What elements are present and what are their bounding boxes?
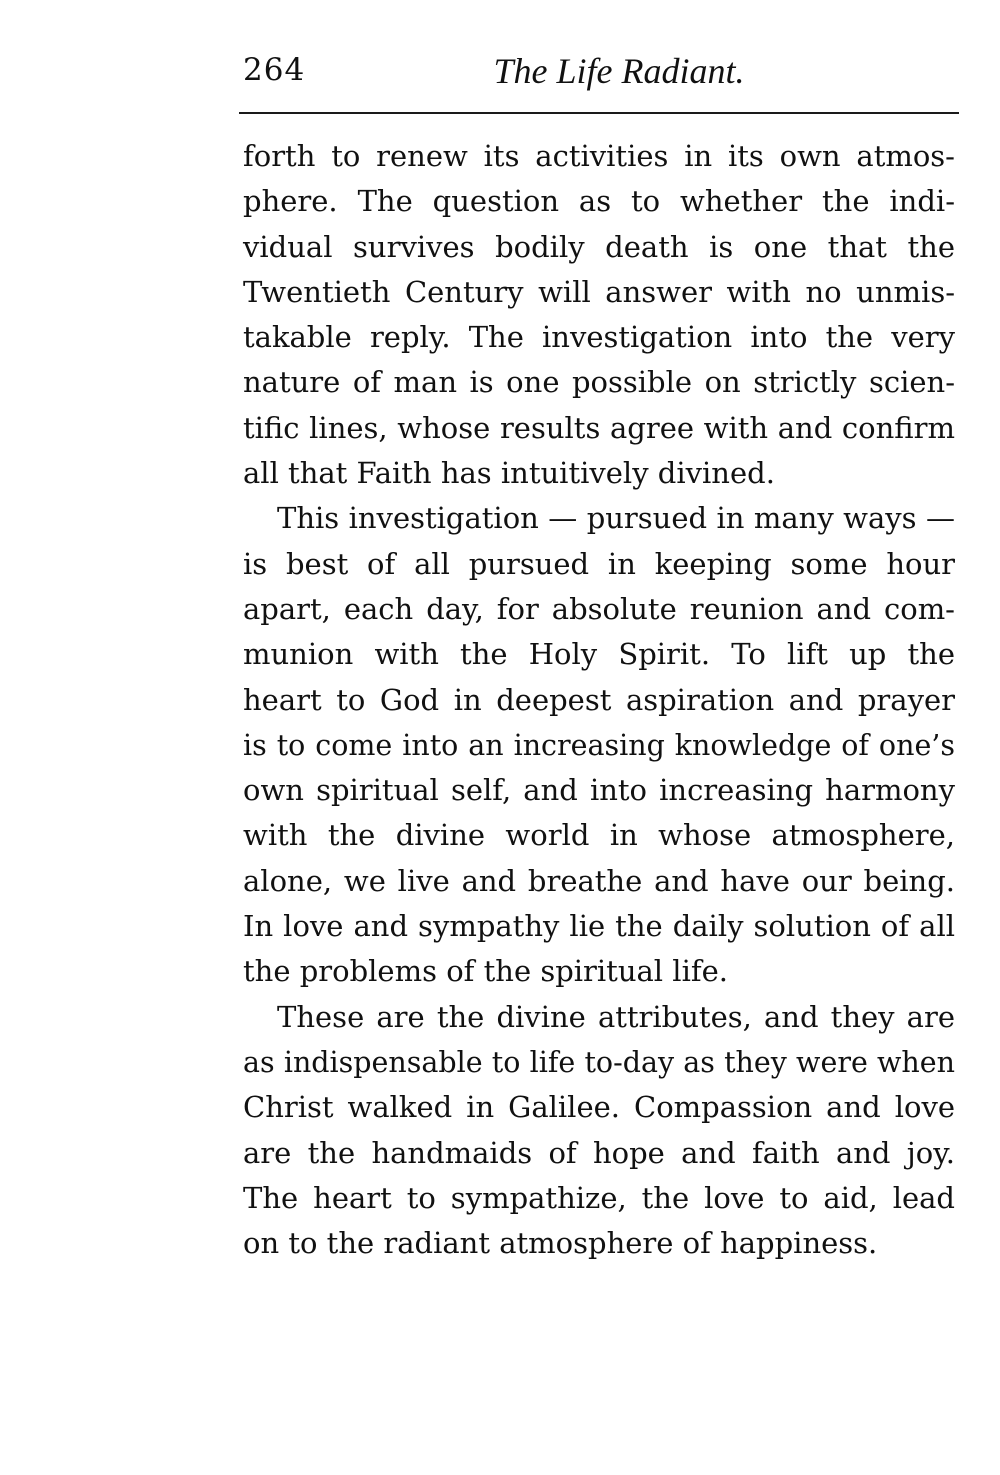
text-line: is best of all pursued in keeping some hour (243, 546, 955, 581)
page-header (243, 40, 955, 112)
paragraph-2 (243, 496, 955, 994)
text-line: own spiritual self, and into increasing harmony (243, 773, 955, 808)
text-line: munion with the Holy Spirit. To lift up the (243, 637, 955, 672)
text-line: These are the divine attributes, and they are (277, 999, 955, 1034)
text-line: In love and sympathy lie the daily solution of all (243, 909, 955, 944)
text-line: nature of man is one possible on strictly scien- (243, 365, 955, 400)
text-line: with the divine world in whose atmosphere, (243, 818, 955, 853)
text-line: takable reply. The investigation into the very (243, 320, 955, 355)
text-line: forth to renew its activities in its own atmos- (243, 139, 955, 173)
body-text (243, 134, 955, 1266)
page-number: 264 (243, 52, 306, 88)
text-line: Christ walked in Galilee. Compassion and love (243, 1090, 955, 1125)
paragraph-1 (243, 134, 955, 496)
text-line: phere. The question as to whether the indi- (243, 184, 955, 219)
text-line: are the handmaids of hope and faith and joy. (243, 1135, 955, 1170)
text-line: the problems of the spiritual life. (243, 954, 728, 989)
book-page (243, 40, 955, 1266)
text-line: The heart to sympathize, the love to aid, lead (243, 1180, 955, 1215)
paragraph-3 (243, 995, 955, 1267)
text-line: all that Faith has intuitively divined. (243, 456, 775, 491)
header-rule (239, 112, 959, 114)
text-line: alone, we live and breathe and have our being. (243, 863, 955, 898)
text-line: This investigation — pursued in many ways — (277, 501, 955, 536)
running-title: The Life Radiant. (493, 51, 745, 91)
text-line: heart to God in deepest aspiration and prayer (243, 682, 955, 717)
text-line: vidual survives bodily death is one that the (243, 229, 955, 264)
text-line: as indispensable to life to-day as they were when (243, 1045, 955, 1079)
text-line: tific lines, whose results agree with and confirm (243, 410, 955, 445)
text-line: on to the radiant atmosphere of happiness. (243, 1226, 878, 1261)
text-line: Twentieth Century will answer with no unmis- (243, 274, 955, 309)
text-line: apart, each day, for absolute reunion and com- (243, 591, 955, 626)
text-line: is to come into an increasing knowledge of one’s (243, 728, 955, 762)
